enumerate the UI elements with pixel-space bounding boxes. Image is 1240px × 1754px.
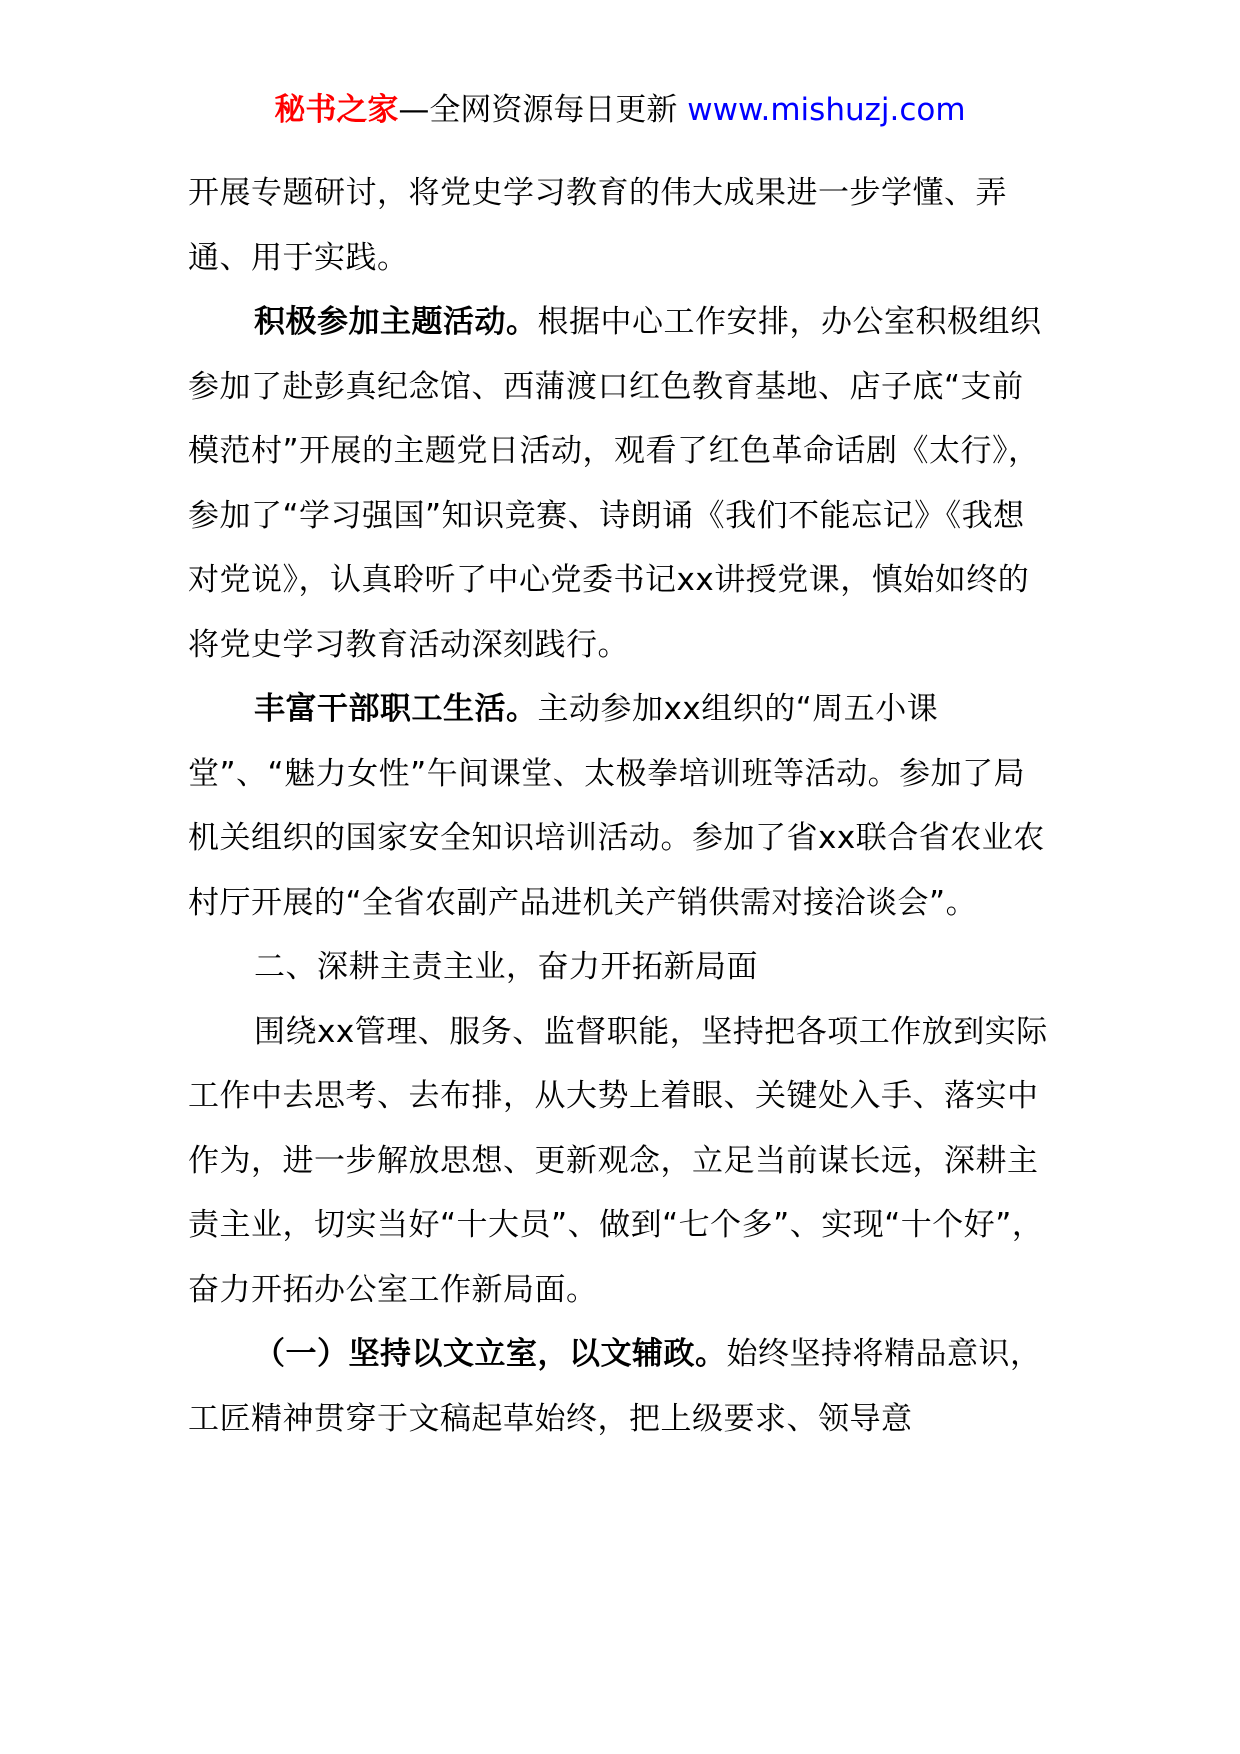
section-heading [188,935,1052,1000]
paragraph-staff-life [188,677,1052,935]
paragraph-text: 开展专题研讨，将党史学习教育的伟大成果进一步学懂、弄通、用于实践。 [188,175,1007,276]
paragraph-text: 始终坚持将精品意识，工匠精神贯穿于文稿起草始终，把上级要求、领导意 [188,1336,1042,1437]
paragraph-lead-heading: 丰富干部职工生活。 [254,691,538,727]
paragraph-theme-activities [188,290,1052,677]
header-brand: 秘书之家 [274,92,399,128]
header-tagline: —全网资源每日更新 [398,92,688,128]
paragraph-text: 根据中心工作安排，办公室积极组织参加了赴彭真纪念馆、西蒲渡口红色教育基地、店子底“支前模范村”开展的主题党日活动，观看了红色革命话剧《太行》，参加了“学习强国”知识竞赛、诗朗诵《我们不能忘记》《我想对党说》，认真聆听了中心党委书记xx讲授党课，慎始如终的将党史学习教育活动深刻践行。 [188,304,1042,663]
section-heading-text: 二、深耕主责主业，奋力开拓新局面 [254,949,758,985]
header-url-link[interactable]: www.mishuzj.com [687,92,966,128]
document-body [188,161,1052,1451]
paragraph-text: 主动参加xx组织的“周五小课堂”、“魅力女性”午间课堂、太极拳培训班等活动。参加了局机关组织的国家安全知识培训活动。参加了省xx联合省农业农村厅开展的“全省农副产品进机关产销供需对接洽谈会”。 [188,691,1045,921]
page-header [0,88,1240,132]
paragraph-lead-heading: （一）坚持以文立室，以文辅政。 [254,1336,727,1372]
paragraph-text: 围绕xx管理、服务、监督职能，坚持把各项工作放到实际工作中去思考、去布排，从大势上着眼、关键处入手、落实中作为，进一步解放思想、更新观念，立足当前谋长远，深耕主责主业，切实当好“十大员”、做到“七个多”、实现“十个好”，奋力开拓办公室工作新局面。 [188,1013,1048,1308]
paragraph-section-intro [188,1000,1052,1323]
paragraph-continuation [188,161,1052,290]
paragraph-subsection-one [188,1322,1052,1451]
paragraph-lead-heading: 积极参加主题活动。 [254,304,538,340]
